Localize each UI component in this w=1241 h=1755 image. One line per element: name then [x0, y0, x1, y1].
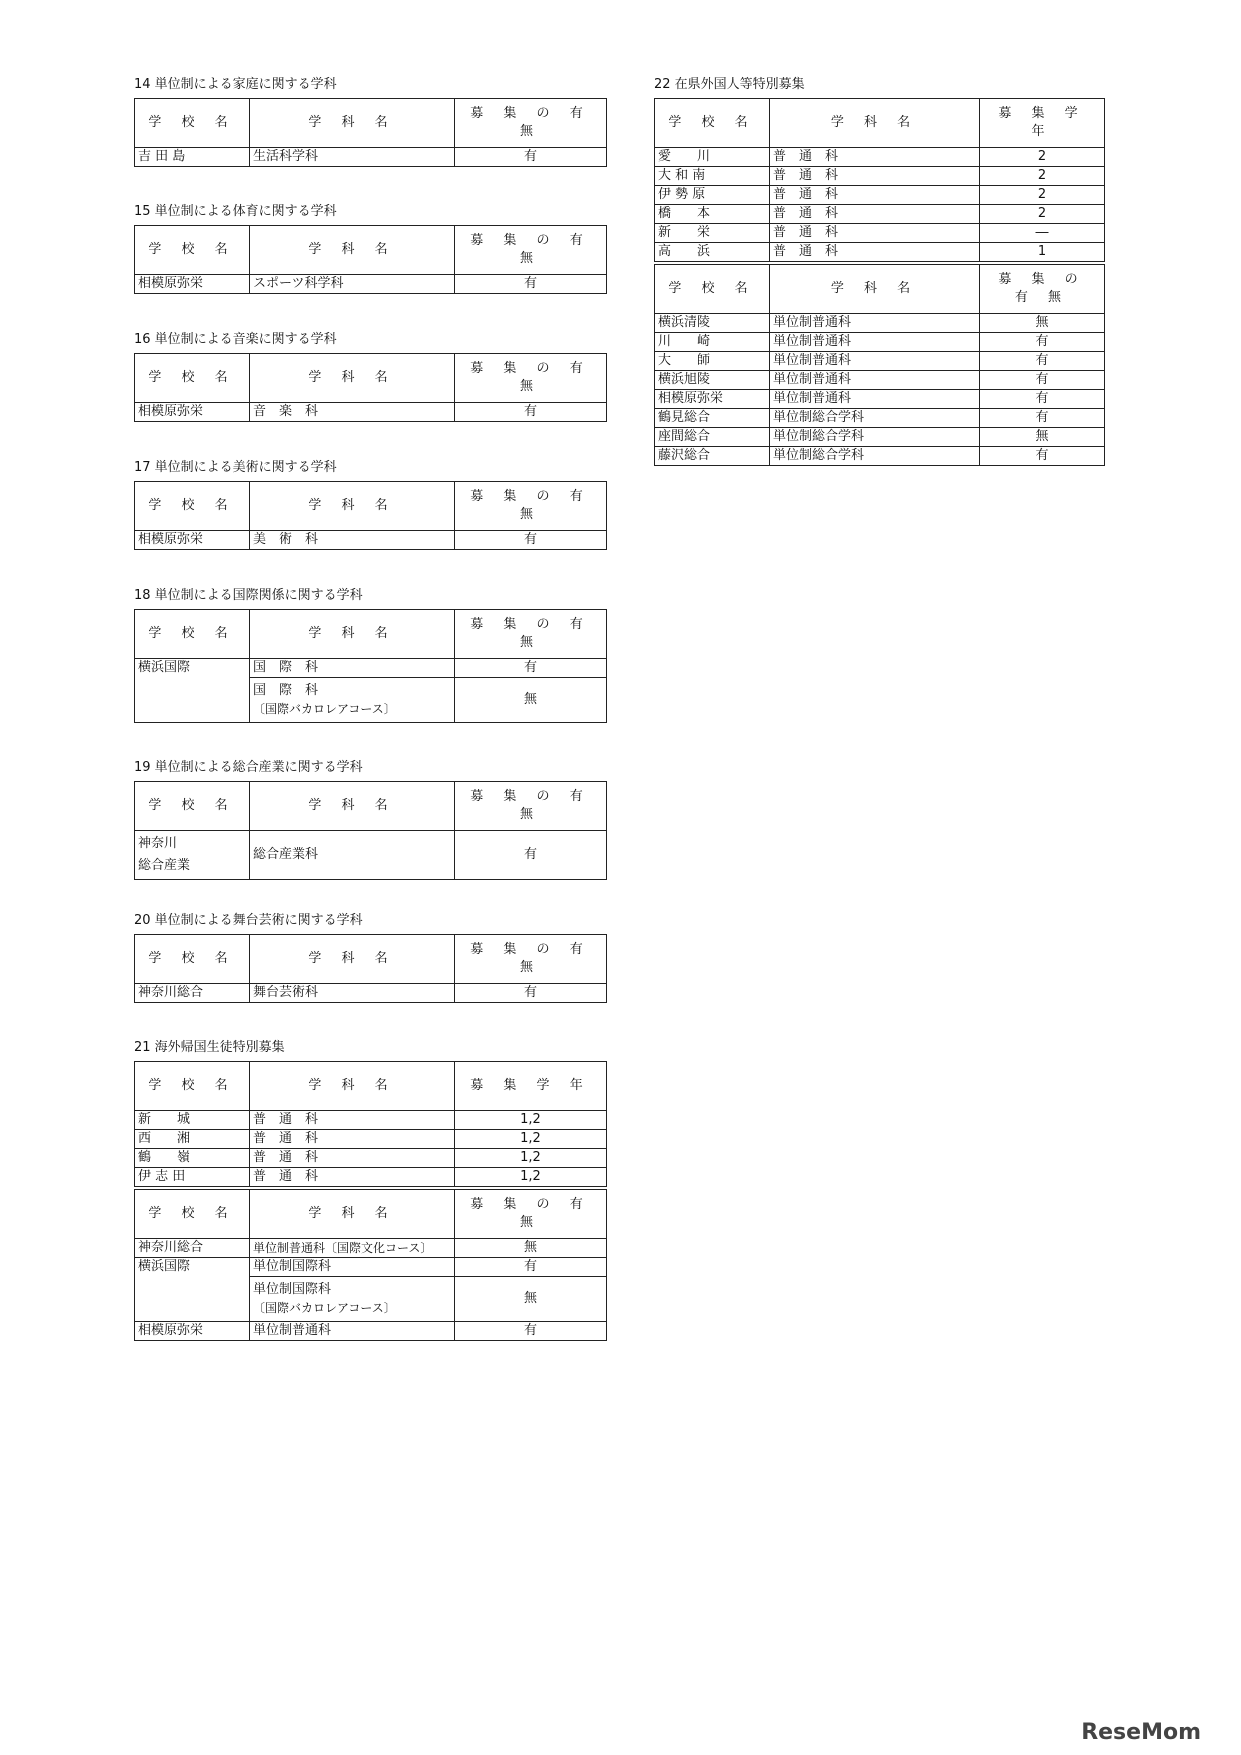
header-yn: 募 集 の 有 無: [455, 99, 607, 148]
header-school: 学 校 名: [135, 99, 250, 148]
value-cell: 2: [980, 167, 1105, 186]
section-title: 20 単位制による舞台芸術に関する学科: [134, 913, 363, 928]
dept-cell: 単位制普通科: [770, 333, 980, 352]
value-cell: 有: [980, 352, 1105, 371]
table-row: [655, 243, 1105, 264]
section-22: [654, 74, 1105, 466]
dept-cell: 普 通 科: [250, 1149, 455, 1168]
table-18: [134, 609, 607, 723]
table-row: [655, 205, 1105, 224]
table-row: [655, 167, 1105, 186]
dept-cell: 生活科学科: [250, 148, 455, 167]
dept-cell: 普 通 科: [250, 1111, 455, 1130]
value-cell: 有: [980, 447, 1105, 466]
school-cell: 相模原弥栄: [135, 1322, 250, 1341]
value-cell: 2: [980, 205, 1105, 224]
table-20: [134, 934, 607, 1003]
section-21: [134, 1037, 607, 1341]
dept-cell: 普 通 科: [770, 243, 980, 264]
section-16: [134, 329, 607, 422]
header-dept: 学 科 名: [250, 1188, 455, 1239]
school-cell: 川 崎: [655, 333, 770, 352]
school-cell: 横浜旭陵: [655, 371, 770, 390]
table-14: [134, 98, 607, 167]
value-cell: 無: [455, 1277, 607, 1322]
school-cell: 吉 田 島: [135, 148, 250, 167]
header-dept: 学 科 名: [250, 354, 455, 403]
dept-sub: 〔国際バカロレアコース〕: [253, 702, 396, 716]
table-row: [655, 409, 1105, 428]
section-title: 19 単位制による総合産業に関する学科: [134, 760, 363, 775]
table-row: [655, 447, 1105, 466]
school-cell: 伊 勢 原: [655, 186, 770, 205]
school-line: 神奈川: [138, 836, 178, 851]
header-school: 学 校 名: [135, 482, 250, 531]
table-row: [655, 390, 1105, 409]
table-row: [655, 428, 1105, 447]
value-cell: ―: [980, 224, 1105, 243]
value-cell: 有: [455, 531, 607, 550]
dept-cell: 総合産業科: [250, 831, 455, 880]
dept-cell: 単位制総合学科: [770, 409, 980, 428]
table-row: [135, 659, 607, 678]
school-cell: 横浜国際: [135, 1258, 250, 1322]
table-row: [135, 275, 607, 294]
table-row: [135, 1130, 607, 1149]
dept-cell: 単位制総合学科: [770, 447, 980, 466]
school-cell: 神奈川総合: [135, 1239, 250, 1258]
section-title: 22 在県外国人等特別募集: [654, 77, 805, 92]
section-20: [134, 910, 607, 1003]
value-cell: 無: [455, 1239, 607, 1258]
dept-cell: 美 術 科: [250, 531, 455, 550]
dept-cell: スポーツ科学科: [250, 275, 455, 294]
school-line: 総合産業: [138, 858, 191, 873]
table-row: [135, 1168, 607, 1189]
header-school: 学 校 名: [655, 99, 770, 148]
table-row: [135, 1322, 607, 1341]
table-row: [655, 371, 1105, 390]
table-row: [135, 1149, 607, 1168]
school-cell: 相模原弥栄: [135, 531, 250, 550]
table-row: [655, 352, 1105, 371]
value-cell: 有: [455, 403, 607, 422]
school-cell: 新 城: [135, 1111, 250, 1130]
school-cell: 伊 志 田: [135, 1168, 250, 1189]
table-row: [135, 1258, 607, 1277]
dept-cell: 単位制総合学科: [770, 428, 980, 447]
school-cell: [135, 831, 250, 880]
dept-cell: 普 通 科: [770, 167, 980, 186]
header-dept: 学 科 名: [250, 610, 455, 659]
value-cell: 有: [455, 275, 607, 294]
dept-cell: [250, 678, 455, 723]
header-school: 学 校 名: [135, 1188, 250, 1239]
table-19: [134, 781, 607, 880]
school-cell: 鶴見総合: [655, 409, 770, 428]
header-grade: 募 集 学 年: [980, 99, 1105, 148]
header-school: 学 校 名: [135, 782, 250, 831]
header-school: 学 校 名: [135, 226, 250, 275]
school-cell: 高 浜: [655, 243, 770, 264]
dept-cell: 国 際 科: [250, 659, 455, 678]
dept-cell: 単位制国際科: [250, 1258, 455, 1277]
section-19: [134, 757, 607, 880]
dept-cell: 単位制普通科〔国際文化コース〕: [250, 1239, 455, 1258]
value-cell: 2: [980, 186, 1105, 205]
table-16: [134, 353, 607, 422]
table-22: [654, 98, 1105, 466]
header-dept: 学 科 名: [250, 226, 455, 275]
table-15: [134, 225, 607, 294]
school-cell: 横浜清陵: [655, 314, 770, 333]
dept-label: 国 際 科: [253, 683, 319, 698]
value-cell: 1,2: [455, 1111, 607, 1130]
section-18: [134, 585, 607, 723]
school-cell: 神奈川総合: [135, 984, 250, 1003]
dept-cell: 普 通 科: [770, 186, 980, 205]
value-cell: 有: [455, 659, 607, 678]
value-cell: 無: [980, 314, 1105, 333]
header-grade: 募 集 学 年: [455, 1062, 607, 1111]
dept-cell: 普 通 科: [770, 205, 980, 224]
dept-cell: 単位制普通科: [250, 1322, 455, 1341]
value-cell: 有: [455, 831, 607, 880]
header-yn: 募 集 の 有 無: [455, 226, 607, 275]
value-cell: 1,2: [455, 1168, 607, 1189]
header-yn: 募 集 の 有 無: [455, 610, 607, 659]
table-row: [135, 1111, 607, 1130]
header-dept: 学 科 名: [770, 99, 980, 148]
header-dept: 学 科 名: [770, 263, 980, 314]
header-dept: 学 科 名: [250, 935, 455, 984]
header-yn: 募 集 の 有 無: [980, 263, 1105, 314]
dept-cell: 普 通 科: [250, 1130, 455, 1149]
school-cell: 相模原弥栄: [655, 390, 770, 409]
table-row: [135, 831, 607, 880]
value-cell: 無: [980, 428, 1105, 447]
school-cell: 橋 本: [655, 205, 770, 224]
school-cell: 座間総合: [655, 428, 770, 447]
dept-cell: 舞台芸術科: [250, 984, 455, 1003]
section-title: 18 単位制による国際関係に関する学科: [134, 588, 363, 603]
header-dept: 学 科 名: [250, 782, 455, 831]
value-cell: 有: [980, 390, 1105, 409]
table-row: [655, 186, 1105, 205]
section-title: 17 単位制による美術に関する学科: [134, 460, 337, 475]
section-title: 14 単位制による家庭に関する学科: [134, 77, 337, 92]
table-row: [135, 984, 607, 1003]
table-row: [135, 1239, 607, 1258]
dept-cell: 単位制普通科: [770, 314, 980, 333]
value-cell: 有: [455, 1258, 607, 1277]
value-cell: 有: [455, 984, 607, 1003]
table-row: [655, 148, 1105, 167]
dept-cell: 普 通 科: [770, 148, 980, 167]
school-cell: 相模原弥栄: [135, 403, 250, 422]
header-school: 学 校 名: [655, 263, 770, 314]
section-15: [134, 201, 607, 294]
table-row: [655, 333, 1105, 352]
value-cell: 有: [455, 148, 607, 167]
table-row: [655, 314, 1105, 333]
school-cell: 新 栄: [655, 224, 770, 243]
section-17: [134, 457, 607, 550]
value-cell: 有: [455, 1322, 607, 1341]
section-title: 21 海外帰国生徒特別募集: [134, 1040, 285, 1055]
header-school: 学 校 名: [135, 354, 250, 403]
dept-cell: 普 通 科: [250, 1168, 455, 1189]
value-cell: 無: [455, 678, 607, 723]
section-title: 16 単位制による音楽に関する学科: [134, 332, 337, 347]
school-cell: 藤沢総合: [655, 447, 770, 466]
header-school: 学 校 名: [135, 1062, 250, 1111]
resemom-logo: ReseMom: [1081, 1720, 1201, 1745]
table-17: [134, 481, 607, 550]
school-cell: 相模原弥栄: [135, 275, 250, 294]
school-cell: 鶴 嶺: [135, 1149, 250, 1168]
header-dept: 学 科 名: [250, 482, 455, 531]
section-14: [134, 74, 607, 167]
value-cell: 1,2: [455, 1130, 607, 1149]
school-cell: 大 師: [655, 352, 770, 371]
value-cell: 1,2: [455, 1149, 607, 1168]
dept-cell: 普 通 科: [770, 224, 980, 243]
header-yn: 募 集 の 有 無: [455, 354, 607, 403]
table-21: [134, 1061, 607, 1341]
header-yn: 募 集 の 有 無: [455, 1188, 607, 1239]
value-cell: 有: [980, 371, 1105, 390]
school-cell: 愛 川: [655, 148, 770, 167]
value-cell: 2: [980, 148, 1105, 167]
dept-cell: 単位制普通科: [770, 352, 980, 371]
value-cell: 有: [980, 409, 1105, 428]
school-cell: 大 和 南: [655, 167, 770, 186]
header-school: 学 校 名: [135, 935, 250, 984]
dept-cell: 音 楽 科: [250, 403, 455, 422]
header-dept: 学 科 名: [250, 99, 455, 148]
school-cell: 西 湘: [135, 1130, 250, 1149]
table-row: [135, 403, 607, 422]
header-school: 学 校 名: [135, 610, 250, 659]
dept-sub: 〔国際バカロレアコース〕: [253, 1301, 396, 1315]
table-row: [135, 531, 607, 550]
header-dept: 学 科 名: [250, 1062, 455, 1111]
dept-cell: 単位制普通科: [770, 371, 980, 390]
dept-cell: [250, 1277, 455, 1322]
value-cell: 1: [980, 243, 1105, 264]
table-row: [135, 148, 607, 167]
dept-label: 単位制国際科: [253, 1282, 332, 1297]
school-cell: 横浜国際: [135, 659, 250, 723]
value-cell: 有: [980, 333, 1105, 352]
table-row: [655, 224, 1105, 243]
dept-cell: 単位制普通科: [770, 390, 980, 409]
header-yn: 募 集 の 有 無: [455, 935, 607, 984]
section-title: 15 単位制による体育に関する学科: [134, 204, 337, 219]
header-yn: 募 集 の 有 無: [455, 782, 607, 831]
header-yn: 募 集 の 有 無: [455, 482, 607, 531]
